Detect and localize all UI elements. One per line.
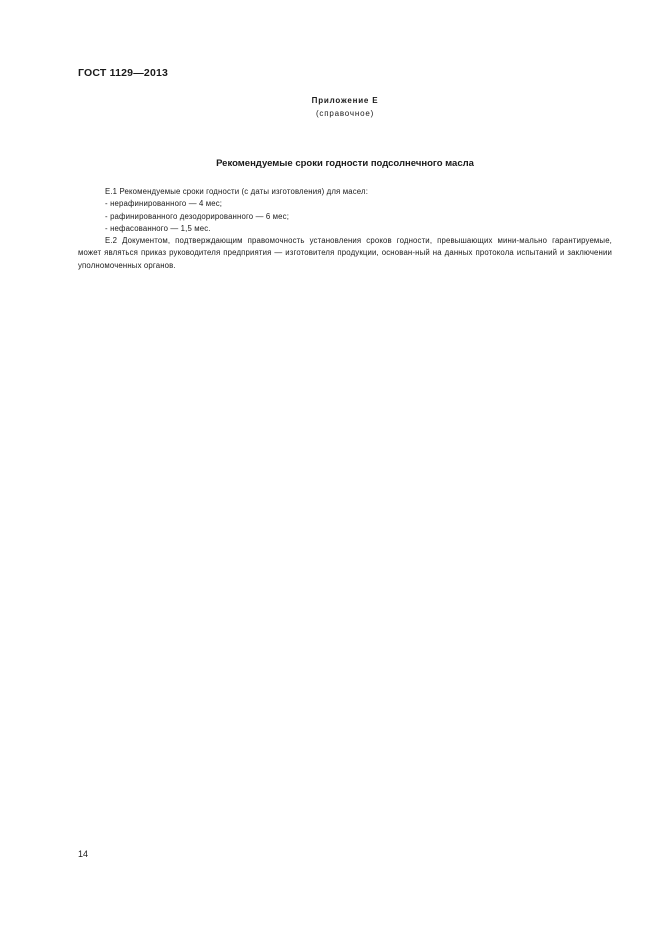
section-title: Рекомендуемые сроки годности подсолнечного масла [216,158,474,169]
annex-title: Приложение Е [311,96,379,105]
standard-code: ГОСТ 1129—2013 [78,67,169,79]
list-item: - нефасованного — 1,5 мес. [105,223,211,233]
list-item: - рафинированного дезодорированного — 6 мес; [105,211,290,221]
clause-e1-intro: Е.1 Рекомендуемые сроки годности (с даты изготовления) для масел: [105,187,369,196]
document-body [78,186,612,272]
annex-type: (справочное) [315,109,375,118]
page-number: 14 [78,849,89,859]
clause-e2-paragraph: Е.2 Документом, подтверждающим правомочность установления сроков годности, превышающих мини-мально гарантируемые, может являться приказ руководителя предприятия — изготовителя продукции, основан-ный на данных протокола испытаний и заключении уполномоченных органов. [78,236,612,270]
list-item: - нерафинированного — 4 мес; [105,199,223,209]
